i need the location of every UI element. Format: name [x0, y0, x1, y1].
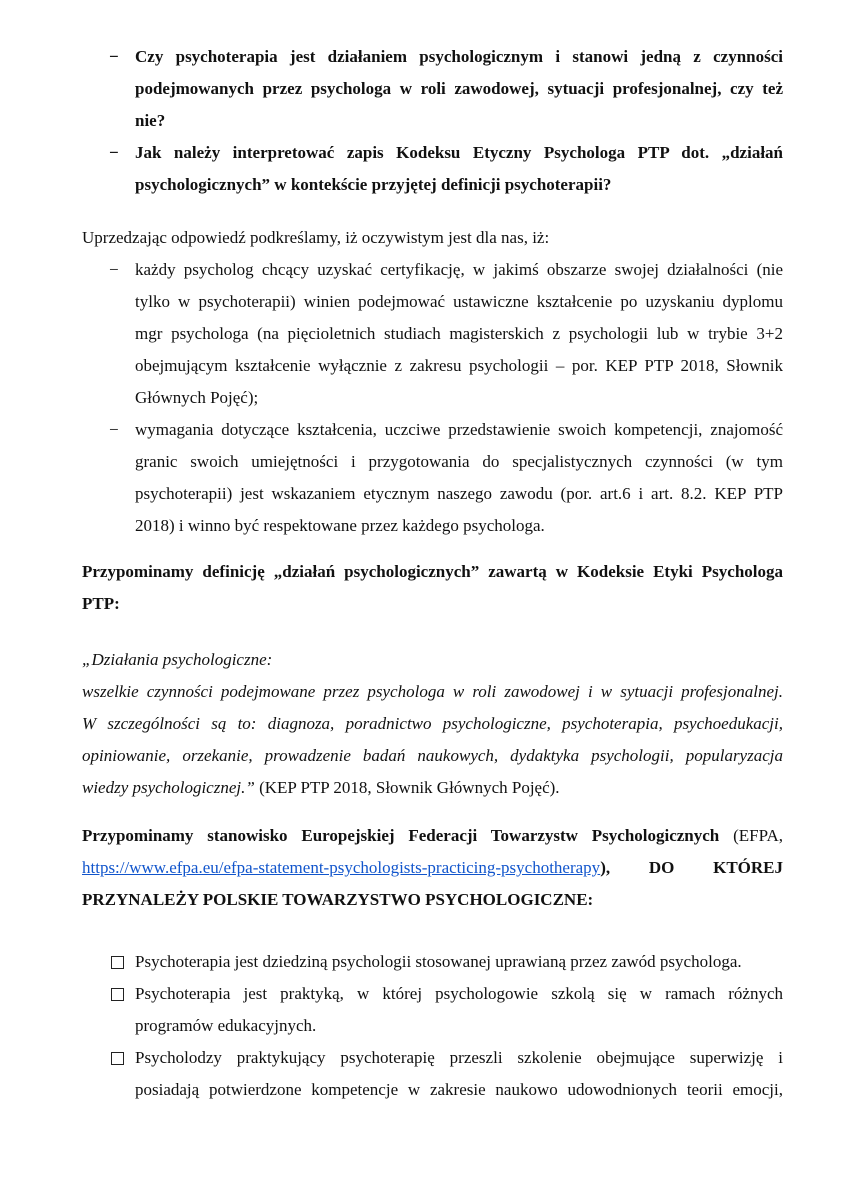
statement-2 [135, 978, 783, 1042]
text-line: podejmowanych przez psychologa w roli zawodowej, sytuacji profesjonalnej, czy też [135, 79, 783, 98]
text-line: wszelkie czynności podejmowane przez psychologa w roli zawodowej i w sytuacji profesjonalnej. [82, 682, 783, 701]
efpa-link[interactable]: https://www.efpa.eu/efpa-statement-psychologists-practicing-psychotherapy [82, 858, 601, 877]
text-line: programów edukacyjnych. [135, 1016, 317, 1035]
dash-bullet: − [109, 420, 119, 439]
dash-bullet: − [109, 143, 119, 162]
after-link: ), [600, 858, 611, 877]
text-line: nie? [135, 111, 166, 130]
text-line: każdy psycholog chcący uzyskać certyfikację, w jakimś obszarze swojej działalności (nie [135, 260, 783, 279]
text-line: Psychoterapia jest dziedziną psychologii stosowanej uprawianą przez zawód psychologa. [135, 952, 742, 971]
text-line [82, 852, 783, 884]
text-line: obejmującym kształcenie wyłącznie z zakresu psychologii – por. KEP PTP 2018, Słownik [135, 356, 783, 375]
text-line: mgr psychologa (na pięcioletnich studiach magisterskich z psychologii lub w trybie 3+2 [135, 324, 783, 343]
efpa-bold-text: Przypominamy stanowisko Europejskiej Federacji Towarzystw Psychologicznych [82, 826, 720, 845]
text-line: Czy psychoterapia jest działaniem psychologicznym i stanowi jedną z czynności [135, 47, 783, 66]
text-line: Przypominamy definicję „działań psychologicznych” zawartą w Kodeksie Etyki Psychologa [82, 562, 783, 581]
text-line: Uprzedzając odpowiedź podkreślamy, iż oczywistym jest dla nas, iż: [82, 228, 550, 247]
text-line: wymagania dotyczące kształcenia, uczciwe przedstawienie swoich kompetencji, znajomość [135, 420, 783, 439]
text-line: opiniowanie, orzekanie, prowadzenie badań naukowych, dydaktyka psychologii, popularyzacja [82, 746, 783, 765]
quote-source: (KEP PTP 2018, Słownik Głównych Pojęć). [254, 778, 560, 797]
text-line: Psycholodzy praktykujący psychoterapię przeszli szkolenie obejmujące superwizję i [135, 1048, 783, 1067]
quote-end: wiedzy psychologicznej.” [82, 778, 255, 797]
checkbox-icon [111, 1052, 124, 1065]
text-line: „Działania psychologiczne: [82, 650, 273, 669]
point-1 [109, 254, 783, 414]
text-line [82, 820, 783, 852]
text-line: PTP: [82, 594, 120, 613]
dash-bullet: − [109, 47, 119, 66]
checkbox-icon [111, 956, 124, 969]
text-line: PRZYNALEŻY POLSKIE TOWARZYSTWO PSYCHOLOGICZNE: [82, 890, 594, 909]
point-2 [109, 414, 783, 542]
text-line: psychoterapii) jest wskazaniem etycznym naszego zawodu (por. art.6 i art. 8.2. KEP PTP [135, 484, 783, 503]
intro-paragraph [82, 222, 783, 254]
dash-bullet: − [109, 260, 119, 279]
text-line [82, 772, 783, 804]
text-line: W szczególności są to: diagnoza, poradnictwo psychologiczne, psychoterapia, psychoedukacji, [82, 714, 783, 733]
checkbox-icon [111, 988, 124, 1001]
text-line: 2018) i winno być respektowane przez każdego psychologa. [135, 516, 545, 535]
text-line: granic swoich umiejętności i przygotowania do specjalistycznych czynności (w tym [135, 452, 783, 471]
statement-1 [135, 946, 783, 978]
definition-heading [82, 556, 783, 620]
efpa-paren: (EFPA, [719, 826, 783, 845]
text-line: Jak należy interpretować zapis Kodeksu Etyczny Psychologa PTP dot. „działań [135, 143, 783, 162]
question-2 [109, 137, 783, 201]
definition-quote [82, 644, 783, 804]
text-line: Głównych Pojęć); [135, 388, 259, 407]
statement-3 [135, 1042, 783, 1106]
text-line: psychologicznych” w kontekście przyjętej definicji psychoterapii? [135, 175, 612, 194]
text-line: posiadają potwierdzone kompetencje w zakresie naukowo udowodnionych teorii emocji, [135, 1080, 783, 1099]
efpa-bold-text-2: DO KTÓREJ [648, 858, 783, 877]
question-1 [109, 41, 783, 137]
text-line: Psychoterapia jest praktyką, w której psychologowie szkolą się w ramach różnych [135, 984, 783, 1003]
efpa-paragraph [82, 820, 783, 916]
text-line: tylko w psychoterapii) winien podejmować ustawiczne kształcenie po uzyskaniu dyplomu [135, 292, 783, 311]
